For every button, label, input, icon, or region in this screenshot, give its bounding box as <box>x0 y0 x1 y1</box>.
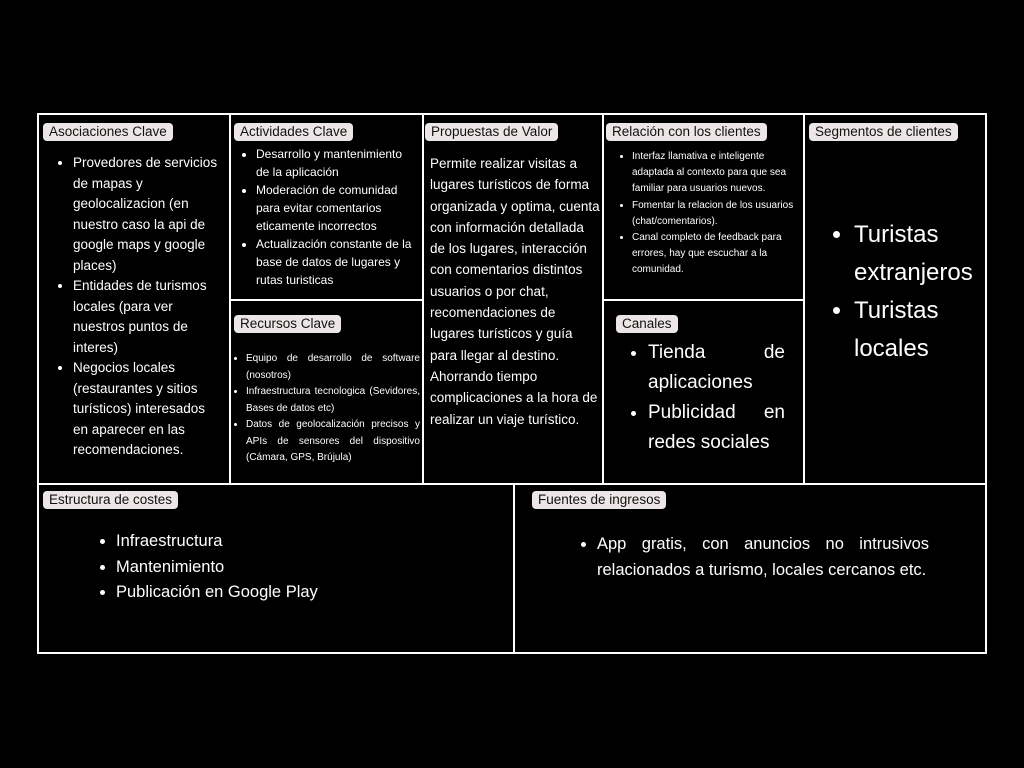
key-activities-item: • Actualización constante de la base de datos de lugares y rutas turisticas <box>256 235 418 289</box>
value-proposition-title: Propuestas de Valor <box>425 123 558 141</box>
key-resources-list <box>228 351 420 467</box>
customer-relationships-list <box>615 149 795 279</box>
customer-relationships-item: • Canal completo de feedback para errores, hay que escuchar a la comunidad. <box>632 230 795 279</box>
key-resources-title: Recursos Clave <box>234 315 341 333</box>
cost-structure-list <box>98 529 398 606</box>
channels-item: • Publicidad en redes sociales <box>648 398 785 458</box>
customer-segments-list <box>834 216 1004 368</box>
customer-segments-title: Segmentos de clientes <box>809 123 958 141</box>
value-proposition-text: Permite realizar visitas a lugares turísticos de forma organizada y optima, cuenta con información detallada de los lugares, interacción con comentarios distintos usuarios o por chat, recomendaciones de lugares turísticos y guía para llegar al destino. Ahorrando tiempo complicaciones a la hora de realizar un viaje turístico. <box>430 156 600 427</box>
key-partners-item: • Negocios locales (restaurantes y sitios turísticos) interesados en aparecer en las recomendaciones. <box>73 358 221 461</box>
key-partners-list <box>55 153 221 461</box>
customer-relationships-item: • Fomentar la relacion de los usuarios (chat/comentarios). <box>632 198 795 230</box>
key-resources-item: • Datos de geolocalización precisos y APIs de sensores del dispositivo (Cámara, GPS, Brújula) <box>246 417 420 467</box>
key-partners-title: Asociaciones Clave <box>43 123 173 141</box>
cost-structure-item: • Mantenimiento <box>116 555 398 581</box>
channels-title: Canales <box>616 315 678 333</box>
customer-relationships-title: Relación con los clientes <box>606 123 767 141</box>
key-resources-item: • Equipo de desarrollo de software (nosotros) <box>246 351 420 384</box>
key-activities-item: • Desarrollo y mantenimiento de la aplicación <box>256 145 418 181</box>
channels-item: • Tienda de aplicaciones <box>648 338 785 398</box>
key-activities-list <box>238 145 418 289</box>
key-partners-item: • Entidades de turismos locales (para ver nuestros puntos de interes) <box>73 276 221 358</box>
customer-relationships-item: • Interfaz llamativa e inteligente adaptada al contexto para que sea familiar para usuarios nuevos. <box>632 149 795 198</box>
revenue-streams-list <box>579 532 929 583</box>
cost-structure-item: • Publicación en Google Play <box>116 580 398 606</box>
customer-segments-item: • Turistas extranjeros <box>854 216 1004 292</box>
cost-structure-title: Estructura de costes <box>43 491 178 509</box>
channels-list <box>630 338 785 458</box>
key-resources-item: • Infraestructura tecnologica (Sevidores, Bases de datos etc) <box>246 384 420 417</box>
revenue-streams-item: • App gratis, con anuncios no intrusivos relacionados a turismo, locales cercanos etc. <box>597 532 929 583</box>
cost-structure-item: • Infraestructura <box>116 529 398 555</box>
revenue-streams-title: Fuentes de ingresos <box>532 491 666 509</box>
customer-segments-item: • Turistas locales <box>854 292 1004 368</box>
key-activities-title: Actividades Clave <box>234 123 353 141</box>
key-activities-item: • Moderación de comunidad para evitar comentarios eticamente incorrectos <box>256 181 418 235</box>
key-partners-item: • Provedores de servicios de mapas y geolocalizacion (en nuestro caso la api de google maps y google places) <box>73 153 221 276</box>
